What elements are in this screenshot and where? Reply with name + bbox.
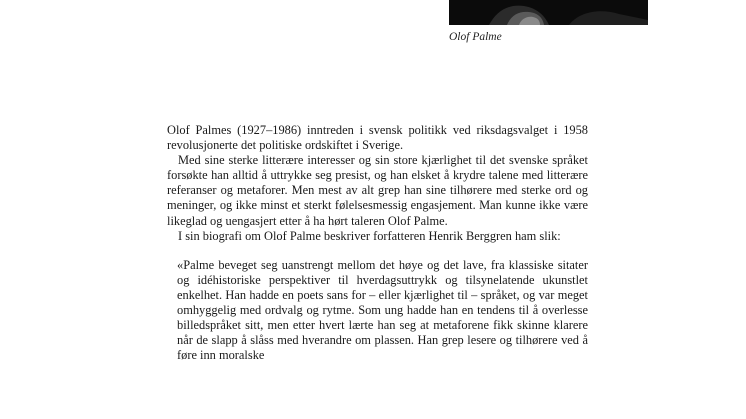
portrait-image	[449, 0, 648, 25]
portrait-photo	[449, 0, 648, 25]
photo-caption: Olof Palme	[449, 31, 502, 43]
paragraph-biography: I sin biografi om Olof Palme beskriver forfatteren Henrik Berggren ham slik:	[178, 228, 561, 243]
article-body	[167, 123, 588, 363]
paragraph-intro: Olof Palmes (1927–1986) inntreden i svensk politikk ved riksdagsvalget i 1958 revolusjonerte det politiske ordskiftet i Sverige.	[167, 123, 588, 153]
biography-quote: «Palme beveget seg uanstrengt mellom det høye og det lave, fra klassiske sitater og idéhistoriske perspektiver til hverdagsuttrykk og tilsynelatende ukunstlet enkelhet. Han hadde en poets sans for – eller kjærlighet til – språket, og var meget omhyggelig med ordvalg og rytme. Som ung hadde han en tendens til å overlesse billedspråket sitt, men etter hvert lærte han seg at metaforene fikk skinne klarere når de slapp å slåss med hverandre om plassen. Han grep lesere og tilhørere ved å føre inn moralske	[177, 257, 588, 363]
paragraph-language: Med sine sterke litterære interesser og sin store kjærlighet til det svenske språket forsøkte han alltid å uttrykke seg presist, og han elsket å krydre talene med litterære referanser og metaforer. Men mest av alt grep han sine tilhørere med sterke ord og meninger, og ikke minst et sterkt følelsesmessig engasjement. Man kunne ikke være likeglad og uengasjert etter å ha hørt taleren Olof Palme.	[167, 153, 588, 228]
